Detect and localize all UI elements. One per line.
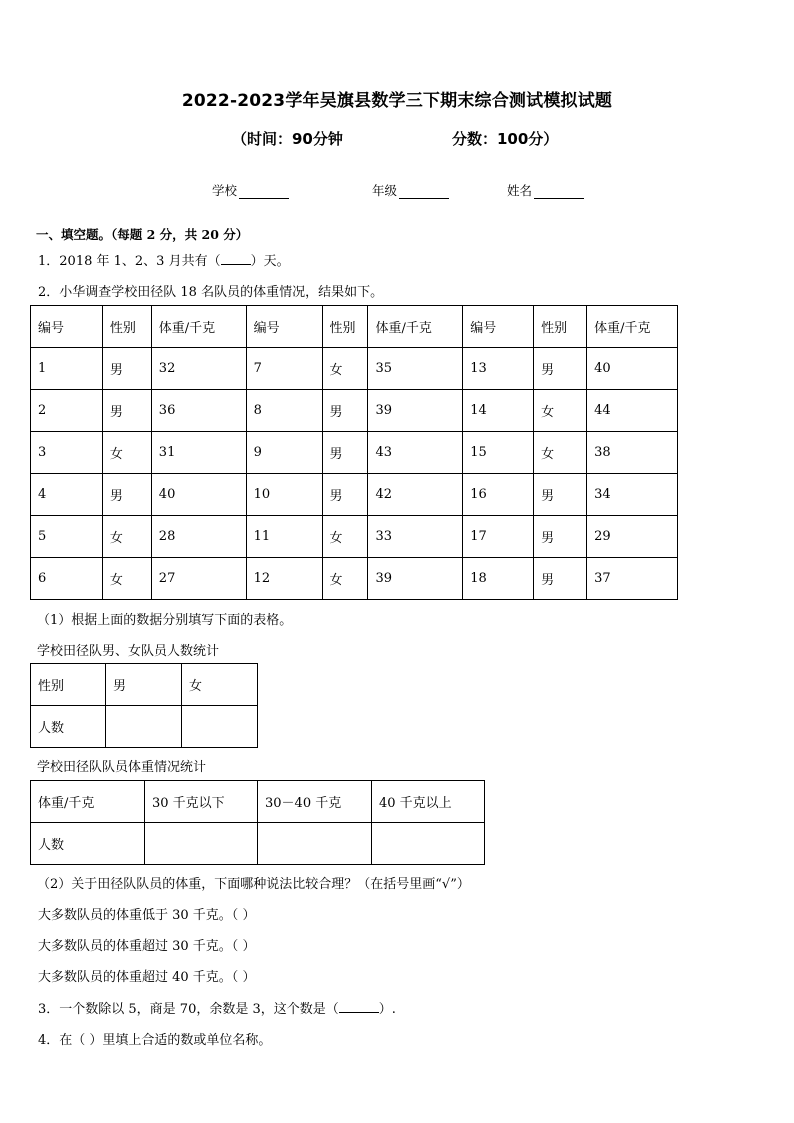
table-cell: 34 (587, 474, 678, 516)
table-row (31, 432, 678, 474)
option-3[interactable]: 大多数队员的体重超过 40 千克。（ ） (38, 970, 256, 985)
table-cell: 28 (151, 516, 246, 558)
section-heading: 一、填空题。（每题 2 分，共 20 分） (36, 227, 249, 242)
table-cell: 8 (246, 390, 322, 432)
q1-text-before: 1．2018 年 1、2、3 月共有（ (38, 254, 221, 269)
table-cell: 39 (368, 390, 463, 432)
answer-cell-over-40[interactable] (372, 823, 485, 865)
question-1 (38, 250, 290, 269)
table-cell: 32 (151, 348, 246, 390)
table-row-label: 人数 (31, 823, 145, 865)
option-1[interactable]: 大多数队员的体重低于 30 千克。（ ） (38, 908, 256, 923)
q1-answer-blank (221, 253, 251, 265)
table-cell: 16 (463, 474, 534, 516)
table-header-cell: 30－40 千克 (258, 781, 372, 823)
weight-data-table (30, 305, 678, 600)
table-header-cell: 体重/千克 (368, 306, 463, 348)
table-cell: 13 (463, 348, 534, 390)
table-header-cell: 40 千克以上 (372, 781, 485, 823)
table-cell: 男 (102, 348, 151, 390)
question-2-part-2: （2）关于田径队队员的体重，下面哪种说法比较合理？（在括号里画“√”） (37, 877, 470, 892)
table-header-cell: 编号 (31, 306, 103, 348)
school-label: 学校 (212, 183, 238, 198)
option-2[interactable]: 大多数队员的体重超过 30 千克。（ ） (38, 939, 256, 954)
q3-text-before: 3．一个数除以 5，商是 70，余数是 3，这个数是（ (38, 1002, 339, 1017)
page-title: 2022-2023学年吴旗县数学三下期末综合测试模拟试题 (181, 91, 613, 111)
table-cell: 18 (463, 558, 534, 600)
q1-text-after: ）天。 (250, 254, 290, 269)
table-header-cell: 编号 (246, 306, 322, 348)
table-cell: 男 (322, 474, 368, 516)
name-field (507, 181, 584, 199)
table-header-cell: 男 (106, 664, 182, 706)
table-row (31, 306, 678, 348)
school-field (212, 181, 289, 199)
table-cell: 12 (246, 558, 322, 600)
question-2: 2．小华调查学校田径队 18 名队员的体重情况，结果如下。 (38, 285, 384, 300)
table-cell: 女 (322, 516, 368, 558)
table-header-cell: 30 千克以下 (145, 781, 258, 823)
weight-table-caption: 学校田径队队员体重情况统计 (37, 760, 207, 775)
table-cell: 男 (102, 474, 151, 516)
table-cell: 42 (368, 474, 463, 516)
table-cell: 4 (31, 474, 103, 516)
table-cell: 7 (246, 348, 322, 390)
table-cell: 5 (31, 516, 103, 558)
table-header-cell: 性别 (31, 664, 106, 706)
table-cell: 男 (534, 516, 587, 558)
table-cell: 男 (534, 558, 587, 600)
table-cell: 27 (151, 558, 246, 600)
question-3 (38, 998, 396, 1017)
table-header-cell: 性别 (534, 306, 587, 348)
table-cell: 14 (463, 390, 534, 432)
name-label: 姓名 (507, 183, 533, 198)
table-cell: 40 (151, 474, 246, 516)
table-cell: 9 (246, 432, 322, 474)
table-row (31, 706, 258, 748)
table-cell: 女 (534, 390, 587, 432)
table-cell: 36 (151, 390, 246, 432)
table-cell: 3 (31, 432, 103, 474)
name-blank (534, 186, 584, 199)
table-cell: 15 (463, 432, 534, 474)
table-cell: 2 (31, 390, 103, 432)
table-row (31, 390, 678, 432)
school-blank (239, 186, 289, 199)
table-row (31, 348, 678, 390)
gender-count-table (30, 663, 258, 748)
q3-text-after: ）. (378, 1002, 396, 1017)
table-row (31, 781, 485, 823)
table-cell: 11 (246, 516, 322, 558)
table-cell: 43 (368, 432, 463, 474)
table-cell: 35 (368, 348, 463, 390)
table-cell: 33 (368, 516, 463, 558)
table-cell: 男 (322, 390, 368, 432)
table-cell: 女 (102, 432, 151, 474)
table-cell: 38 (587, 432, 678, 474)
table-header-cell: 体重/千克 (31, 781, 145, 823)
table-cell: 男 (102, 390, 151, 432)
table-cell: 31 (151, 432, 246, 474)
table-row-label: 人数 (31, 706, 106, 748)
question-4: 4．在（ ）里填上合适的数或单位名称。 (38, 1033, 272, 1048)
answer-cell-male[interactable] (106, 706, 182, 748)
table-row (31, 664, 258, 706)
table-cell: 女 (534, 432, 587, 474)
table-header-cell: 编号 (463, 306, 534, 348)
table-cell: 44 (587, 390, 678, 432)
table-cell: 29 (587, 516, 678, 558)
table-row (31, 474, 678, 516)
table-cell: 17 (463, 516, 534, 558)
table-row (31, 516, 678, 558)
table-cell: 37 (587, 558, 678, 600)
answer-cell-female[interactable] (182, 706, 258, 748)
answer-cell-30-40[interactable] (258, 823, 372, 865)
table-cell: 6 (31, 558, 103, 600)
grade-field (372, 181, 449, 199)
table-cell: 女 (322, 348, 368, 390)
q3-answer-blank (339, 1001, 379, 1013)
table-header-cell: 性别 (322, 306, 368, 348)
table-cell: 女 (102, 516, 151, 558)
grade-blank (399, 186, 449, 199)
exam-score: 分数：100分） (452, 130, 559, 148)
table-cell: 男 (534, 348, 587, 390)
exam-time: （时间：90分钟 (232, 130, 343, 148)
table-row (31, 558, 678, 600)
table-cell: 39 (368, 558, 463, 600)
table-cell: 10 (246, 474, 322, 516)
table-cell: 女 (102, 558, 151, 600)
table-cell: 1 (31, 348, 103, 390)
grade-label: 年级 (372, 183, 398, 198)
weight-range-table (30, 780, 485, 865)
table-row (31, 823, 485, 865)
table-header-cell: 性别 (102, 306, 151, 348)
table-header-cell: 女 (182, 664, 258, 706)
table-header-cell: 体重/千克 (151, 306, 246, 348)
table-header-cell: 体重/千克 (587, 306, 678, 348)
question-2-part-1: （1）根据上面的数据分别填写下面的表格。 (37, 613, 293, 628)
table-cell: 40 (587, 348, 678, 390)
table-cell: 女 (322, 558, 368, 600)
answer-cell-under-30[interactable] (145, 823, 258, 865)
gender-table-caption: 学校田径队男、女队员人数统计 (37, 644, 220, 659)
table-cell: 男 (322, 432, 368, 474)
table-cell: 男 (534, 474, 587, 516)
